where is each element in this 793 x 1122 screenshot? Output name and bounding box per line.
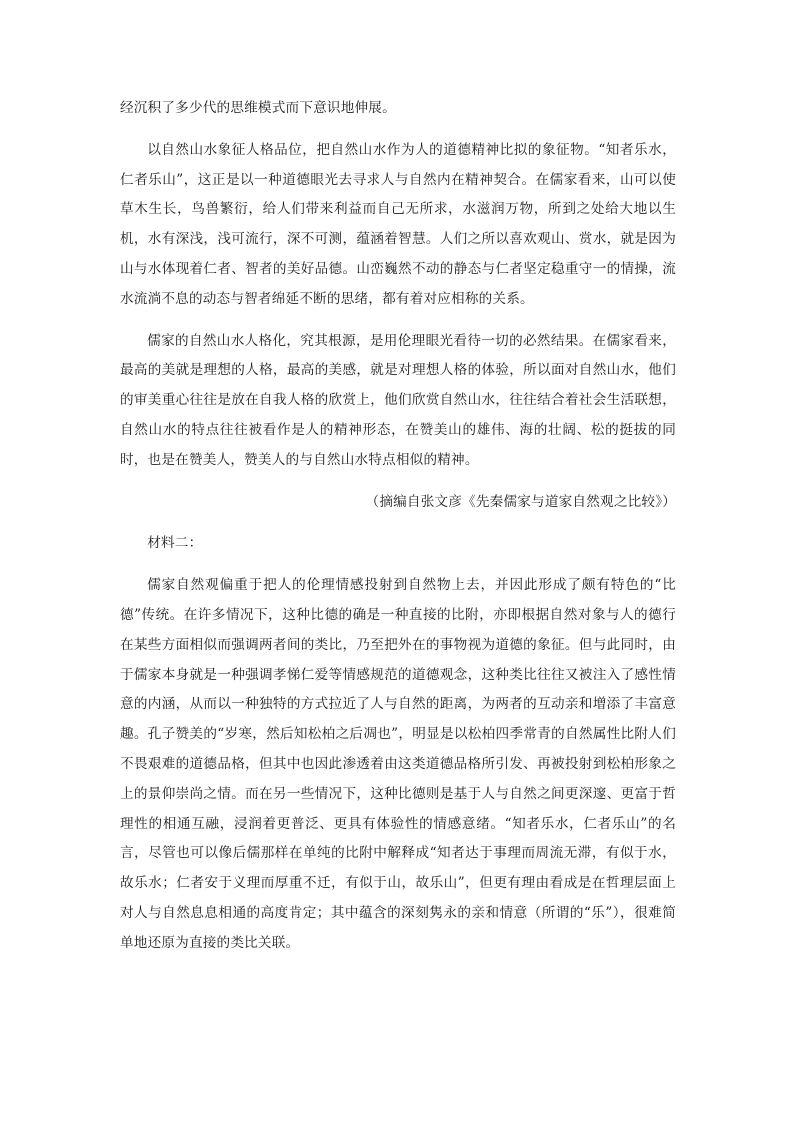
paragraph-mountain-water-symbol: 以自然山水象征人格品位，把自然山水作为人的道德精神比拟的象征物。“知者乐水，仁者乐山”，这正是以一种道德眼光去寻求人与自然内在精神契合。在儒家看来，山可以使草木生长，鸟兽繁衍，给人们带来利益而自己无所求，水滋润万物，所到之处给大地以生机，水有深浅，浅可流行，深不可测，蕴涵着智慧。人们之所以喜欢观山、赏水，就是因为山与水体现着仁者、智者的美好品德。山峦巍然不动的静态与仁者坚定稳重守一的情操，流水流淌不息的动态与智者绵延不断的思绪，都有着对应相称的关系。 — [120, 141, 676, 307]
paragraph-personification: 儒家的自然山水人格化，究其根源，是用伦理眼光看待一切的必然结果。在儒家看来，最高的美就是理想的人格，最高的美感，就是对理想人格的体验，所以面对自然山水，他们的审美重心往往是放在自我人格的欣赏上，他们欣赏自然山水，往往结合着社会生活联想，自然山水的特点往往被看作是人的精神形态，在赞美山的雄伟、海的壮阔、松的挺拔的同时，也是在赞美人，赞美人的与自然山水特点相似的精神。 — [120, 332, 676, 468]
paragraph-bide-tradition: 儒家自然观偏重于把人的伦理情感投射到自然物上去，并因此形成了颇有特色的“比德”传统。在许多情况下，这种比德的确是一种直接的比附，亦即根据自然对象与人的德行在某些方面相似而强调两者间的类比，乃至把外在的事物视为道德的象征。但与此同时，由于儒家本身就是一种强调孝悌仁爱等情感规范的道德观念，这种类比往往又被注入了感性情意的内涵，从而以一种独特的方式拉近了人与自然的距离，为两者的互动亲和增添了丰富意趣。孔子赞美的“岁寒，然后知松柏之后凋也”，明显是以松柏四季常青的自然属性比附人们不畏艰难的道德品格，但其中也因此渗透着由这类道德品格所引发、再被投射到松柏形象之上的景仰崇尚之情。而在另一些情况下，这种比德则是基于人与自然之间更深邃、更富于哲理性的相通互融，浸润着更普泛、更具有体验性的情感意绪。“知者乐水，仁者乐山”的名言，尽管也可以像后儒那样在单纯的比附中解释成“知者达于事理而周流无滞，有似于水，故乐水；仁者安于义理而厚重不迁，有似于山，故乐山”，但更有理由看成是在哲理层面上对人与自然息息相通的高度肯定；其中蕴含的深刻隽永的亲和情意（所谓的“乐”），很难简单地还原为直接的类比关联。 — [120, 577, 676, 951]
document-page — [120, 94, 676, 959]
paragraph-continuation: 经沉积了多少代的思维模式而下意识地伸展。 — [120, 100, 396, 116]
material-two-label: 材料二： — [147, 535, 203, 552]
source-citation: （摘编自张文彦《先秦儒家与道家自然观之比较》） — [365, 493, 676, 510]
